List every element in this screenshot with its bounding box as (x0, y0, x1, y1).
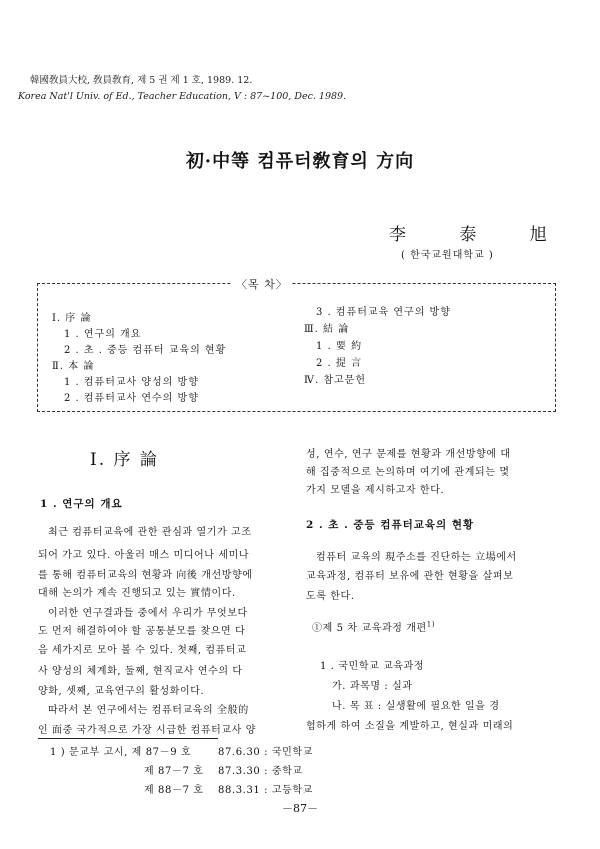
section-heading: Ⅰ. 序 論 (90, 450, 159, 470)
body-line: 대해 논의가 계속 진행되고 있는 實情이다. (38, 588, 236, 599)
body-line: 나. 목 표 : 실생활에 필요한 일을 경 (332, 701, 500, 712)
footnote-rule (38, 738, 218, 739)
toc-heading: 〈목 차〉 (232, 276, 292, 292)
body-line: 되어 가고 있다. 아울러 매스 미디어나 세미나 (38, 550, 250, 561)
body-line: 해 집중적으로 논의하며 여기에 관계되는 몇 (306, 467, 510, 478)
body-line: 를 통해 컴퓨터교육의 현황과 向後 개선방향에 (38, 570, 253, 581)
journal-header-line1: 韓國敎員大校, 敎員敎育, 제 5 권 제 1 호, 1989. 12. (30, 75, 253, 86)
body-line: 도 먼저 해결하여야 할 공통분모를 찾으면 다 (38, 626, 246, 637)
body-line: 따라서 본 연구에서는 컴퓨터교육의 全般的 (48, 705, 249, 716)
subsection-heading: 2 . 초 . 중등 컴퓨터교육의 현황 (306, 519, 475, 531)
footnote-line: 88.3.31 : 고등학교 (218, 785, 313, 796)
toc-item: 2 . 컴퓨터교사 연수의 방향 (64, 393, 199, 404)
footnote-line: 87.3.30 : 중학교 (218, 766, 303, 777)
footnote-line: 1 ) 문교부 고시, 제 87－9 호 (50, 747, 192, 758)
body-line: 도록 한다. (306, 591, 355, 602)
footnote-line: 제 88－7 호 (144, 785, 204, 796)
author-affiliation: ( 한국교원대학교 ) (401, 250, 494, 261)
body-line: 이러한 연구결과들 중에서 우리가 무엇보다 (48, 608, 248, 619)
paper-title: 初·中等 컴퓨터敎育의 方向 (185, 151, 415, 172)
footnote-line: 제 87－7 호 (144, 766, 204, 777)
toc-item: Ⅰ. 序 論 (52, 313, 92, 324)
author-name: 李 泰 旭 (389, 225, 571, 245)
body-line: 사 양성의 체계화, 둘째, 현직교사 연수의 다 (38, 666, 243, 677)
journal-header-line2: Korea Nat'l Univ. of Ed., Teacher Education, V : 87~100, Dec. 1989. (18, 91, 347, 102)
body-line: 가. 과목명 : 실과 (332, 681, 413, 692)
toc-item: 1 . 컴퓨터교사 양성의 방향 (64, 377, 199, 388)
toc-item: 3 . 컴퓨터교육 연구의 방향 (316, 307, 451, 318)
body-line: 1 . 국민학교 교육과정 (320, 661, 425, 672)
body-line: 험하게 하여 소질을 계발하고, 현실과 미래의 (306, 721, 514, 732)
enumerated-item (312, 619, 435, 634)
body-line: 인 面중 국가적으로 가장 시급한 컴퓨터교사 양 (38, 725, 256, 736)
item-text: ①제 5 차 교육과정 개편 (312, 623, 427, 634)
toc-item: 2 . 초 . 중등 컴퓨터 교육의 현황 (64, 345, 227, 356)
footnote-line: 87.6.30 : 국민학교 (218, 747, 313, 758)
body-line: 가지 모델을 제시하고자 한다. (306, 485, 445, 496)
body-line: 교육과정, 컴퓨터 보유에 관한 현황을 살펴보 (306, 571, 514, 582)
subsection-heading: 1 . 연구의 개요 (40, 498, 123, 510)
body-line: 양화, 셋째, 교육연구의 활성화이다. (38, 686, 205, 697)
body-line: 최근 컴퓨터교육에 관한 관심과 열기가 고조 (48, 527, 252, 538)
body-line: 음 세가지로 모아 볼 수 있다. 첫째, 컴퓨터교 (38, 645, 247, 656)
toc-item: 1 . 要 約 (316, 341, 363, 352)
toc-item: 2 . 提 言 (316, 358, 363, 369)
toc-item: Ⅱ. 本 論 (52, 361, 95, 372)
footnote-ref: 1) (426, 620, 436, 629)
body-line: 성, 연수, 연구 문제를 현황과 개선방향에 대 (306, 449, 511, 460)
page-number: －87－ (282, 802, 318, 815)
body-line: 컴퓨터 교육의 現주소를 진단하는 立場에서 (316, 552, 517, 563)
toc-item: Ⅲ. 結 論 (304, 324, 350, 335)
toc-item: 1 . 연구의 개요 (64, 329, 142, 340)
toc-item: Ⅳ. 참고문헌 (304, 375, 366, 386)
